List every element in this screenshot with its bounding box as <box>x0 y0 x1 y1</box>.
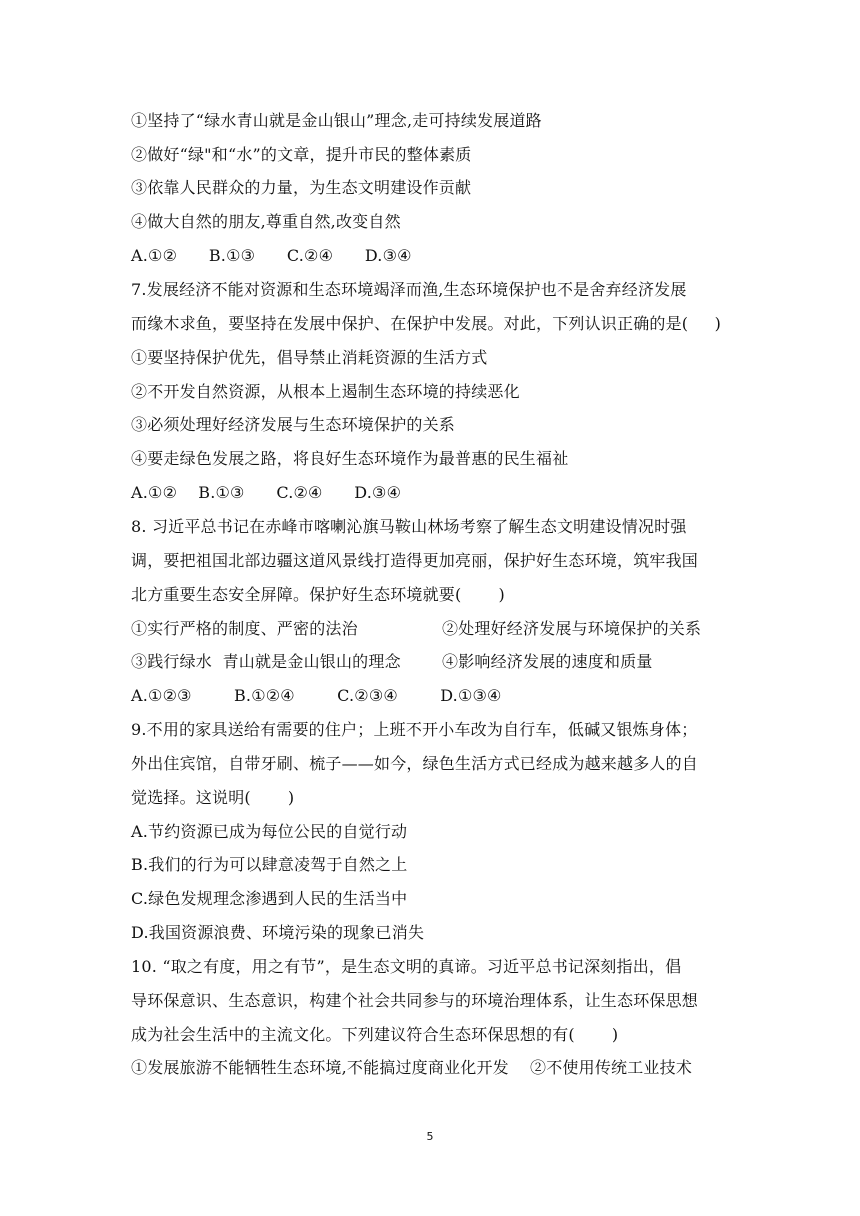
text-line: ④影响经济发展的速度和质量 <box>442 652 653 671</box>
text-line: 成为社会生活中的主流文化。下列建议符合生态环保思想的有( ) <box>131 1025 619 1044</box>
answer-option-b: B.我们的行为可以肆意凌驾于自然之上 <box>131 855 408 874</box>
text-line: ③必须处理好经济发展与生态环境保护的关系 <box>131 415 456 434</box>
page-number: 5 <box>426 1130 434 1143</box>
text-line: ①坚持了“绿水青山就是金山银山”理念,走可持续发展道路 <box>131 111 542 130</box>
text-line: 外出住宾馆，自带牙刷、梳子——如今，绿色生活方式已经成为越来越多人的自 <box>131 754 699 773</box>
answer-option-a: A.节约资源已成为每位公民的自觉行动 <box>131 822 408 841</box>
text-line: ④做大自然的朋友,尊重自然,改变自然 <box>131 212 401 231</box>
text-line: 觉选择。这说明( ) <box>131 788 295 807</box>
answer-options: A.①② B.①③ C.②④ D.③④ <box>131 246 412 265</box>
question-8: 8. 习近平总书记在赤峰市喀喇沁旗马鞍山林场考察了解生态文明建设情况时强 <box>131 517 687 536</box>
text-line: ④要走绿色发展之路，将良好生态环境作为最普惠的民生福祉 <box>131 449 569 468</box>
text-line: 导环保意识、生态意识，构建个社会共同参与的环境治理体系，让生态环保思想 <box>131 991 699 1010</box>
question-9: 9.不用的家具送给有需要的住户；上班不开小车改为自行车，低碱又银炼身体； <box>131 720 698 739</box>
question-10: 10. “取之有度，用之有节”，是生态文明的真谛。习近平总书记深刻指出，倡 <box>131 957 682 976</box>
text-line: 调，要把祖国北部边疆这道风景线打造得更加亮丽，保护好生态环境，筑牢我国 <box>131 551 699 570</box>
answer-options: A.①②③ B.①②④ C.②③④ D.①③④ <box>131 686 502 705</box>
text-line: ①实行严格的制度、严密的法治 <box>131 619 358 638</box>
text-line: ①要坚持保护优先，倡导禁止消耗资源的生活方式 <box>131 348 488 367</box>
text-line: ③依靠人民群众的力量，为生态文明建设作贡献 <box>131 178 472 197</box>
answer-options: A.①② B.①③ C.②④ D.③④ <box>131 483 402 502</box>
text-line: ②不开发自然资源，从根本上遏制生态环境的持续恶化 <box>131 382 520 401</box>
text-line: 北方重要生态安全屏障。保护好生态环境就要( ) <box>131 585 505 604</box>
question-7: 7.发展经济不能对资源和生态环境竭泽而渔,生态环境保护也不是舍弃经济发展 <box>131 280 687 299</box>
answer-option-c: C.绿色发规理念渗遇到人民的生活当中 <box>131 889 408 908</box>
text-line: ②做好“绿"和“水”的文章，提升市民的整体素质 <box>131 145 472 164</box>
text-line: 而缘木求鱼，要坚持在发展中保护、在保护中发展。对此，下列认识正确的是( ) <box>131 314 722 333</box>
text-line: ①发展旅游不能牺牲生态环境,不能搞过度商业化开发 ②不使用传统工业技术 <box>131 1058 693 1077</box>
answer-option-d: D.我国资源浪费、环境污染的现象已消失 <box>131 923 425 942</box>
text-line: ②处理好经济发展与环境保护的关系 <box>442 619 702 638</box>
text-line: ③践行绿水 青山就是金山银山的理念 <box>131 652 401 671</box>
